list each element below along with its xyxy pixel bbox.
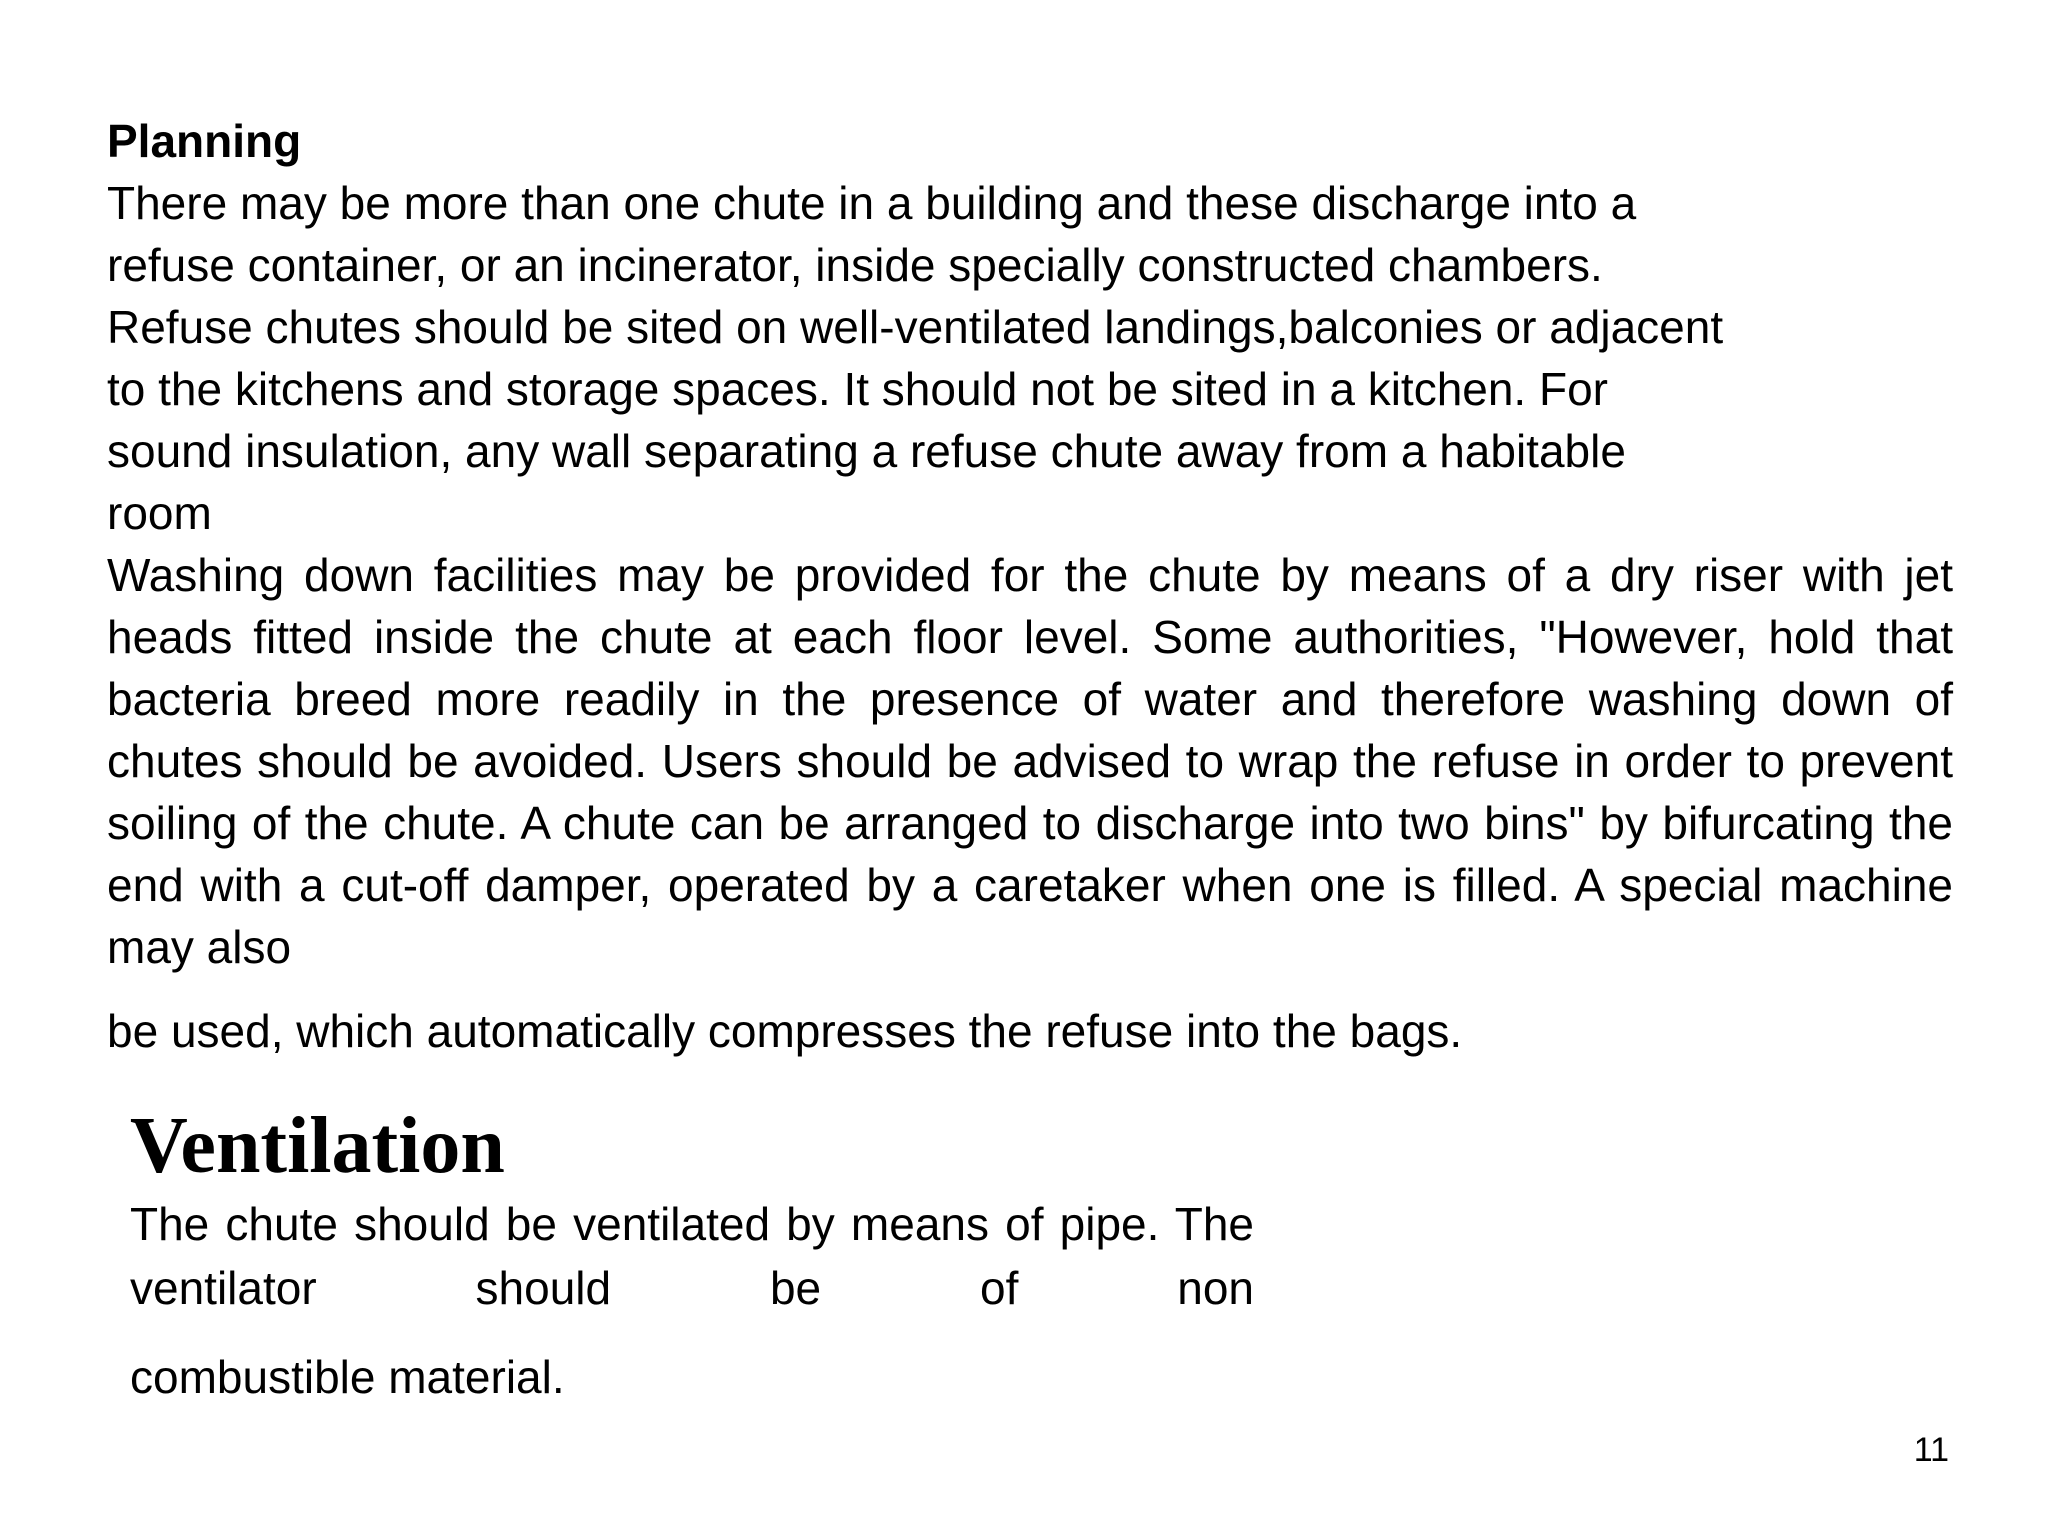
text-line: sound insulation, any wall separating a refuse chute away from a habitable <box>107 425 1626 477</box>
text-line: Refuse chutes should be sited on well-ventilated landings,balconies or adjacent <box>107 301 1724 353</box>
planning-heading: Planning <box>107 115 302 167</box>
planning-paragraph-2-last-line: be used, which automatically compresses the refuse into the bags. <box>107 1005 1463 1057</box>
ventilation-heading: Ventilation <box>130 1102 505 1190</box>
ventilation-paragraph-last-line: combustible material. <box>130 1351 565 1403</box>
text-line: to the kitchens and storage spaces. It should not be sited in a kitchen. For <box>107 363 1608 415</box>
ventilation-section <box>130 1100 1254 1408</box>
ventilation-paragraph: The chute should be ventilated by means of pipe. The ventilator should be of non <box>130 1198 1254 1314</box>
planning-section <box>107 110 1953 1062</box>
planning-paragraph-2: Washing down facilities may be provided for the chute by means of a dry riser with jet heads fitted inside the chute at each floor level. Some authorities, "However, hold that bacteria breed more readily in the presence of water and therefore washing down of chutes should be avoided. Users should be advised to wrap the refuse in order to prevent soiling of the chute. A chute can be arranged to discharge into two bins" by bifurcating the end with a cut-off damper, operated by a caretaker when one is filled. A special machine may also <box>107 549 1953 973</box>
text-line: refuse container, or an incinerator, inside specially constructed chambers. <box>107 239 1603 291</box>
planning-paragraph-1 <box>107 172 1953 544</box>
page-number: 11 <box>1913 1431 1949 1469</box>
text-line: room <box>107 487 212 539</box>
text-line: There may be more than one chute in a building and these discharge into a <box>107 177 1637 229</box>
